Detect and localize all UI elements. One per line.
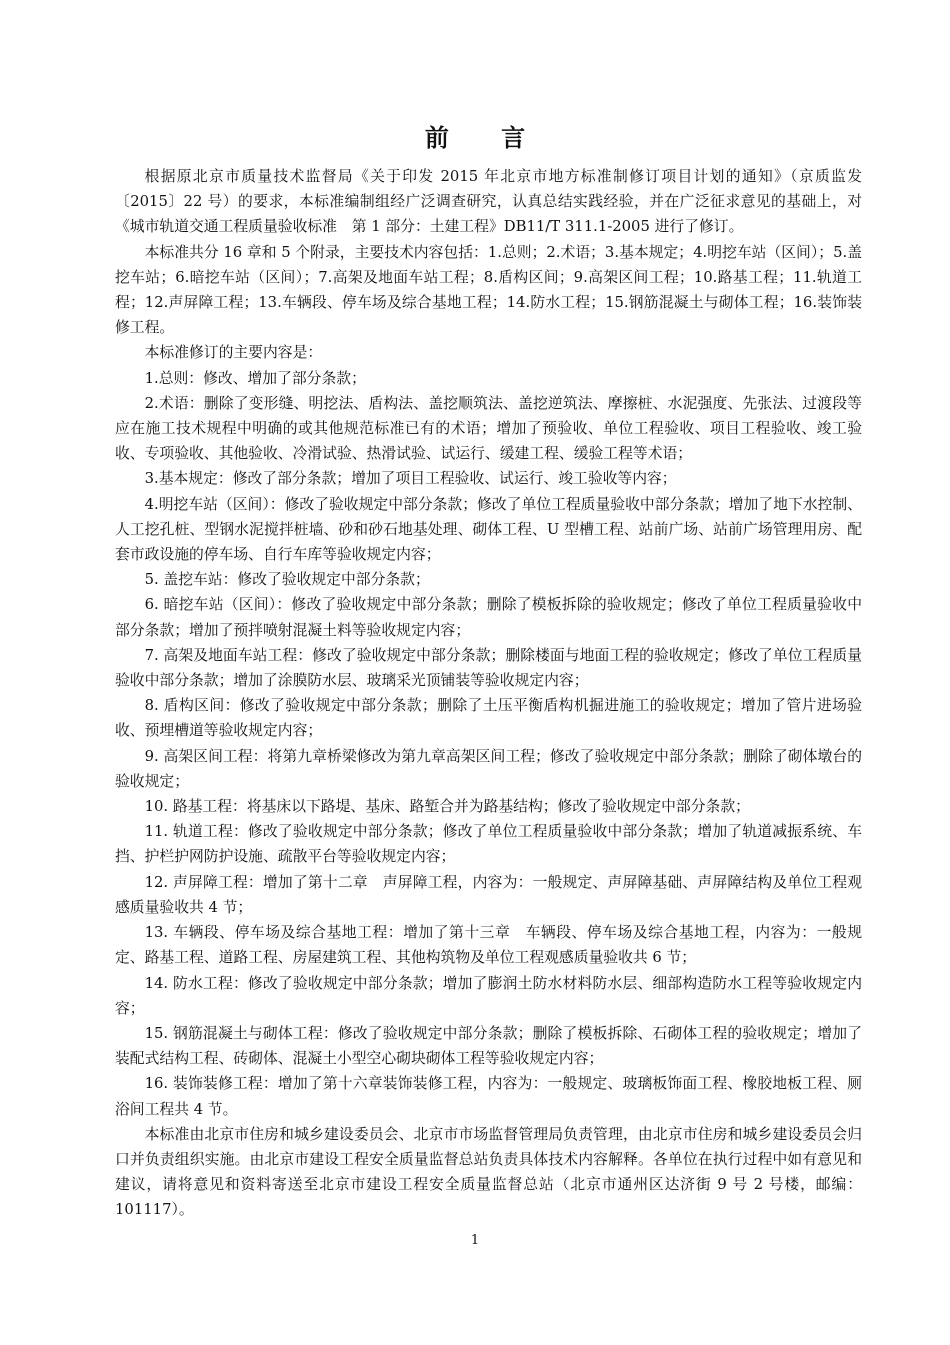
paragraph-contents: 本标准共分 16 章和 5 个附录，主要技术内容包括：1.总则；2.术语；3.基本规定；4.明挖车站（区间）；5.盖挖车站；6.暗挖车站（区间）；7.高架及地面车站工程；8.盾构区间；9.高架区间工程；10.路基工程；11.轨道工程；12.声屏障工程；13.车辆段、停车场及综合基地工程；14.防水工程；15.钢筋混凝土与砌体工程；16.装饰装修工程。	[115, 243, 862, 337]
paragraph-intro: 根据原北京市质量技术监督局《关于印发 2015 年北京市地方标准制修订项目计划的通知》（京质监发〔2015〕22 号）的要求，本标准编制组经广泛调查研究，认真总结实践经验，并在广泛征求意见的基础上，对《城市轨道交通工程质量验收标准 第 1 部分：土建工程》DB11/T 311.1-2005 进行了修订。	[115, 168, 862, 236]
revision-item-11: 11. 轨道工程：修改了验收规定中部分条款；修改了单位工程质量验收中部分条款；增加了轨道减振系统、车挡、护栏护网防护设施、疏散平台等验收规定内容；	[115, 823, 862, 866]
revision-item-4: 4.明挖车站（区间）：修改了验收规定中部分条款；修改了单位工程质量验收中部分条款；增加了地下水控制、人工挖孔桩、型钢水泥搅拌桩墙、砂和砂石地基处理、砌体工程、U 型槽工程、站前广场、站前广场管理用房、配套市政设施的停车场、自行车库等验收规定内容；	[115, 495, 862, 564]
revision-item-3: 3.基本规定：修改了部分条款；增加了项目工程验收、试运行、竣工验收等内容；	[144, 470, 677, 488]
revision-item-6: 6. 暗挖车站（区间）：修改了验收规定中部分条款；删除了模板拆除的验收规定；修改了单位工程质量验收中部分条款；增加了预拌喷射混凝土料等验收规定内容；	[115, 596, 862, 639]
revision-item-12: 12. 声屏障工程：增加了第十二章 声屏障工程，内容为：一般规定、声屏障基础、声屏障结构及单位工程观感质量验收共 4 节；	[115, 873, 862, 916]
revision-item-13: 13. 车辆段、停车场及综合基地工程：增加了第十三章 车辆段、停车场及综合基地工程，内容为：一般规定、路基工程、道路工程、房屋建筑工程、其他构筑物及单位工程观感质量验收共 6 节；	[115, 924, 862, 967]
page-title: 前 言	[424, 124, 548, 152]
revision-item-2: 2.术语：删除了变形缝、明挖法、盾构法、盖挖顺筑法、盖挖逆筑法、摩擦桩、水泥强度、先张法、过渡段等应在施工技术规程中明确的或其他规范标准已有的术语；增加了预验收、单位工程验收、项目工程验收、竣工验收、专项验收、其他验收、冷滑试验、热滑试验、试运行、缓建工程、缓验工程等术语；	[115, 394, 862, 463]
paragraph-management: 本标准由北京市住房和城乡建设委员会、北京市市场监督管理局负责管理，由北京市住房和城乡建设委员会归口并负责组织实施。由北京市建设工程安全质量监督总站负责具体技术内容解释。各单位在执行过程中如有意见和建议，请将意见和资料寄送至北京市建设工程安全质量监督总站（北京市通州区达济街 9 号 2 号楼，邮编：101117）。	[115, 1125, 862, 1219]
revision-item-15: 15. 钢筋混凝土与砌体工程：修改了验收规定中部分条款；删除了模板拆除、石砌体工程的验收规定；增加了装配式结构工程、砖砌体、混凝土小型空心砌块砌体工程等验收规定内容；	[115, 1024, 862, 1068]
revision-item-7: 7. 高架及地面车站工程：修改了验收规定中部分条款；删除楼面与地面工程的验收规定；修改了单位工程质量验收中部分条款；增加了涂膜防水层、玻璃采光顶铺装等验收规定内容；	[115, 646, 862, 690]
revision-item-16: 16. 装饰装修工程：增加了第十六章装饰装修工程，内容为：一般规定、玻璃板饰面工程、橡胶地板工程、厕浴间工程共 4 节。	[115, 1075, 862, 1118]
revision-item-5: 5. 盖挖车站：修改了验收规定中部分条款；	[144, 571, 430, 589]
paragraph-revision-heading: 本标准修订的主要内容是：	[144, 344, 323, 362]
revision-item-9: 9. 高架区间工程：将第九章桥梁修改为第九章高架区间工程；修改了验收规定中部分条款；删除了砌体墩台的验收规定；	[115, 747, 862, 790]
revision-item-14: 14. 防水工程：修改了验收规定中部分条款；增加了膨润土防水材料防水层、细部构造防水工程等验收规定内容；	[115, 974, 862, 1017]
body-text	[115, 164, 862, 1223]
page-number: 1	[470, 1233, 480, 1248]
revision-item-1: 1.总则：修改、增加了部分条款；	[144, 369, 366, 387]
revision-item-10: 10. 路基工程：将基床以下路堤、基床、路堑合并为路基结构；修改了验收规定中部分条款；	[144, 798, 750, 816]
revision-item-8: 8. 盾构区间：修改了验收规定中部分条款；删除了土压平衡盾构机掘进施工的验收规定；增加了管片进场验收、预埋槽道等验收规定内容；	[115, 697, 862, 740]
